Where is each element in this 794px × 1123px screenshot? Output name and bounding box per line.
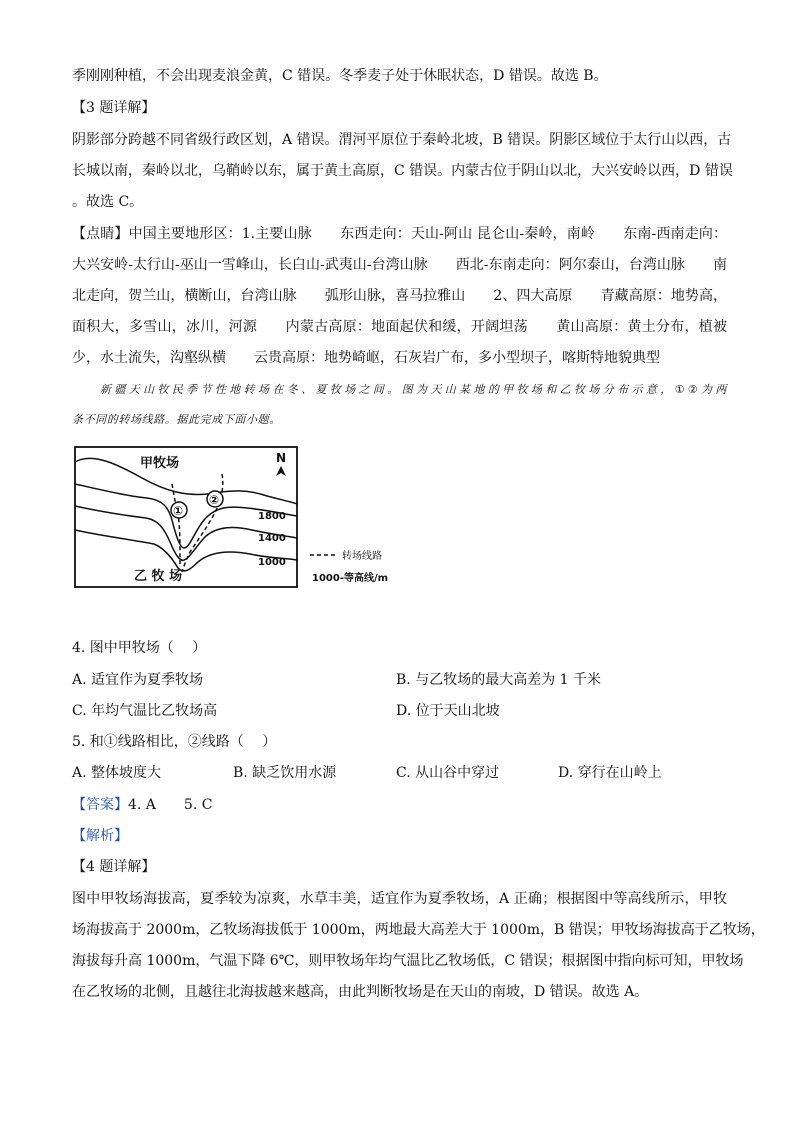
text-line: 。故选 C。 (72, 194, 144, 210)
analysis-label: 【解析】 (72, 828, 128, 844)
section-heading: 【4 题详解】 (72, 859, 156, 875)
contour-label-1000: 1000 (258, 557, 286, 568)
question-intro: 新疆天山牧民季节性地转场在冬、夏牧场之间。图为天山某地的甲牧场和乙牧场分布示意，①②为两 (100, 383, 727, 396)
contour-label-1400: 1400 (258, 533, 286, 544)
question-intro: 条不同的转场线路。据此完成下面小题。 (72, 413, 281, 426)
text-line: 图中甲牧场海拔高，夏季较为凉爽，水草丰美，适宜作为夏季牧场，A 正确；根据图中等高线所示，甲牧 (72, 891, 727, 907)
text-line: 阴影部分跨越不同省级行政区划，A 错误。渭河平原位于秦岭北坡，B 错误。阴影区域位于太行山以西，古 (72, 132, 732, 148)
legend-route-text: 转场线路 (342, 551, 382, 562)
pasture-contour-map (72, 444, 402, 594)
text-line: 海拔每升高 1000m，气温下降 6℃，则甲牧场年均气温比乙牧场低，C 错误；根据图中指向标可知，甲牧场 (72, 953, 744, 969)
map-label-jia: 甲牧场 (140, 456, 180, 471)
north-label: N (276, 451, 287, 465)
contour-line-top (75, 458, 297, 504)
contour-label-1800: 1800 (258, 511, 286, 522)
text-line: 长城以南，秦岭以北，乌鞘岭以东，属于黄土高原，C 错误。内蒙古位于阴山以北，大兴安岭以西，D 错误 (72, 163, 733, 179)
route-1-label: ① (173, 504, 184, 518)
text-line: 【点睛】中国主要地形区：1.主要山脉 东西走向：天山-阿山 昆仑山-秦岭，南岭 东南-西南走向： (72, 226, 727, 242)
answer-line (72, 795, 727, 815)
question-5-option-d: D. 穿行在山岭上 (558, 765, 662, 781)
question-4-option-a: A. 适宜作为夏季牧场 (72, 672, 204, 688)
section-heading: 【3 题详解】 (72, 100, 156, 116)
question-5-stem: 5. 和①线路相比，②线路（ ） (72, 734, 277, 750)
answer-label: 【答案】 (72, 797, 128, 813)
legend-contour-text: 1000-等高线/m (312, 573, 389, 584)
route-2-label: ② (209, 493, 220, 507)
text-line: 少，水土流失，沟壑纵横 云贵高原：地势崎岖，石灰岩广布，多小型坝子，喀斯特地貌典型 (72, 350, 660, 366)
text-line: 场海拔高于 2000m，乙牧场海拔低于 1000m，两地最大高差大于 1000m，B 错误；甲牧场海拔高于乙牧场， (72, 922, 765, 938)
question-4-option-b: B. 与乙牧场的最大高差为 1 千米 (396, 672, 601, 688)
question-4-stem: 4. 图中甲牧场（ ） (72, 640, 207, 656)
north-arrow-icon (276, 466, 286, 476)
question-5-option-a: A. 整体坡度大 (72, 765, 162, 781)
text-line: 大兴安岭-太行山-巫山一雪峰山，长白山-武夷山-台湾山脉 西北-东南走向：阿尔泰山，台湾山脉 南 (72, 257, 727, 273)
text-line: 在乙牧场的北侧，且越往北海拔越来越高，由此判断牧场是在天山的南坡，D 错误。故选 A。 (72, 984, 649, 1000)
question-4-option-c: C. 年均气温比乙牧场高 (72, 703, 218, 719)
text-line: 北走向，贺兰山，横断山，台湾山脉 弧形山脉，喜马拉雅山 2、四大高原 青藏高原：地势高， (72, 288, 727, 304)
question-5-option-b: B. 缺乏饮用水源 (233, 765, 337, 781)
text-line: 面积大，多雪山，冰川，河源 内蒙古高原：地面起伏和缓，开阔坦荡 黄山高原：黄土分布，植被 (72, 319, 727, 335)
map-label-yi: 乙 牧 场 (134, 569, 183, 584)
answer-value: 4. A 5. C (128, 797, 213, 813)
text-line: 季刚刚种植，不会出现麦浪金黄，C 错误。冬季麦子处于休眠状态，D 错误。故选 B。 (72, 68, 608, 84)
question-4-option-d: D. 位于天山北坡 (396, 703, 500, 719)
question-5-option-c: C. 从山谷中穿过 (396, 765, 500, 781)
